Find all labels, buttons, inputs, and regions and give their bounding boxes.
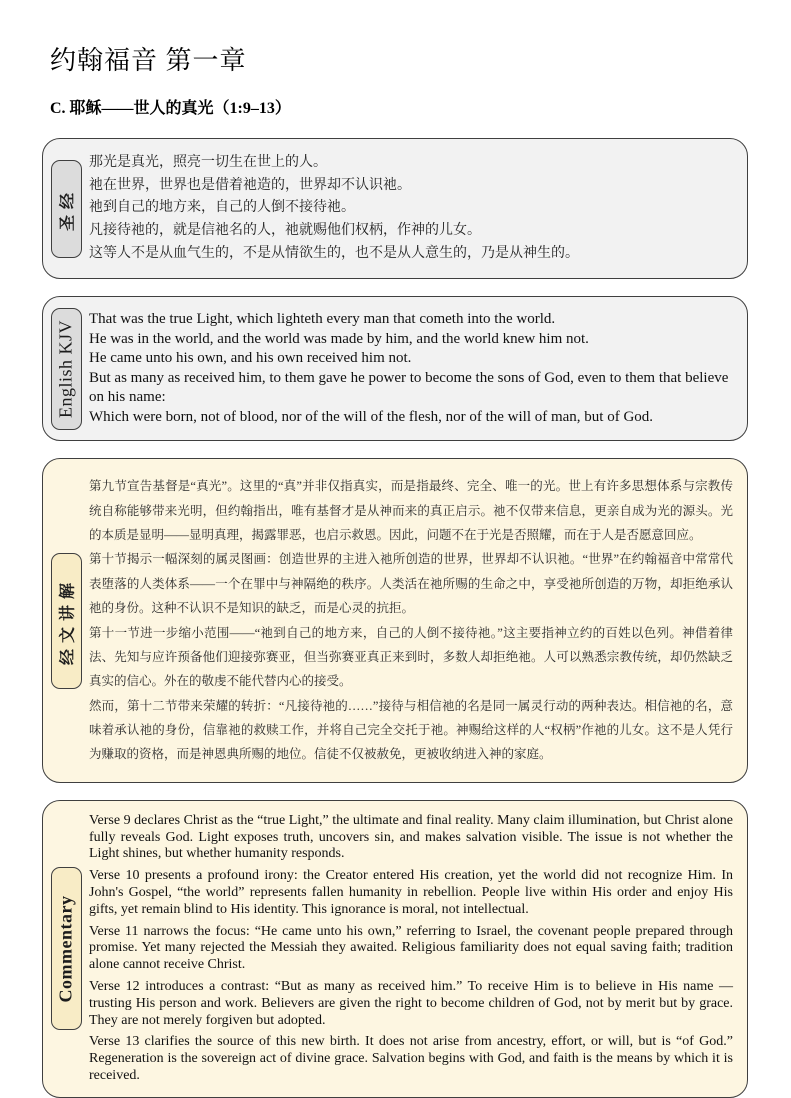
scripture-en-line: That was the true Light, which lighteth every man that cometh into the world. (89, 311, 556, 328)
scripture-en-tab (51, 308, 82, 430)
commentary-en-box (42, 800, 748, 1098)
commentary-cn-box (42, 458, 748, 783)
commentary-cn-content (89, 459, 747, 782)
scripture-cn-line: 这等人不是从血气生的，不是从情欲生的，也不是从人意生的，乃是从神生的。 (89, 245, 579, 261)
scripture-en-line: Which were born, not of blood, nor of the will of the flesh, nor of the will of man, but of God. (89, 408, 654, 425)
commentary-en-tab-label: Commentary (55, 895, 76, 1003)
scripture-cn-line: 那光是真光，照亮一切生在世上的人。 (89, 155, 327, 170)
scripture-cn-box (42, 138, 748, 279)
scripture-cn-tab-column (43, 139, 89, 278)
scripture-en-line: But as many as received him, to them gave he power to become the sons of God, even to them that believe on his name: (89, 369, 729, 406)
commentary-cn-tab-label: 经文讲解 (59, 576, 77, 665)
commentary-en-paragraph: Verse 9 declares Christ as the “true Light,” the ultimate and final reality. Many claim illumination, but Christ alone fully reveals God. Light exposes truth, uncovers sin, and makes salvation visible. The issue is not whether the Light shines, but whether humanity responds. (89, 812, 733, 862)
commentary-cn-tab-column (43, 459, 89, 782)
scripture-cn-line: 祂到自己的地方来，自己的人倒不接待祂。 (89, 200, 355, 216)
commentary-cn-paragraph: 然而，第十二节带来荣耀的转折：“凡接待祂的……”接待与相信祂的名是同一属灵行动的两种表达。相信祂的名，意味着承认祂的身份，信靠祂的救赎工作，并将自己完全交托于祂。神赐给这样的人“权柄”作祂的儿女。这不是人凭行为赚取的资格，而是神恩典所赐的地位。信徒不仅被赦免，更被收纳进入神的家庭。 (89, 698, 733, 762)
scripture-en-line: He was in the world, and the world was made by him, and the world knew him not. (89, 330, 589, 347)
commentary-cn-paragraph: 第十一节进一步缩小范围——“祂到自己的地方来，自己的人倒不接待祂。”这主要指神立约的百姓以色列。神借着律法、先知与应许预备他们迎接弥赛亚，但当弥赛亚真正来到时，多数人却拒绝祂。人可以熟悉宗教传统，却仍然缺乏真实的信心。外在的敬虔不能代替内心的接受。 (89, 625, 733, 689)
scripture-cn-line: 凡接待祂的，就是信祂名的人，祂就赐他们权柄，作神的儿女。 (89, 223, 481, 239)
commentary-cn-paragraph: 第九节宣告基督是“真光”。这里的“真”并非仅指真实，而是指最终、完全、唯一的光。世上有许多思想体系与宗教传统自称能够带来光明，但约翰指出，唯有基督才是从神而来的真正启示。祂不仅带来信息，更亲自成为光的源头。光的本质是显明——显明真理，揭露罪恶，也启示救恩。因此，问题不在于光是否照耀，而在于人是否愿意回应。 (89, 479, 733, 543)
commentary-en-paragraph: Verse 12 introduces a contrast: “But as many as received him.” To receive Him is to believe in His name — trusting His person and work. Believers are given the right to become children of God, not by merit but by grace. They are not merely forgiven but adopted. (89, 979, 733, 1028)
commentary-en-paragraph: Verse 13 clarifies the source of this new birth. It does not arise from ancestry, effort, or will, but is “of God.” Regeneration is the sovereign act of divine grace. Salvation begins with God, and faith is the means by which it is received. (89, 1034, 733, 1084)
scripture-cn-tab (51, 160, 82, 258)
commentary-en-paragraph: Verse 11 narrows the focus: “He came unto his own,” referring to Israel, the covenant people prepared through promise. Yet many rejected the Messiah they awaited. Religious familiarity does not equal saving faith; tradition alone cannot receive Christ. (89, 923, 733, 973)
commentary-cn-tab (51, 553, 82, 689)
commentary-en-content (89, 801, 747, 1097)
commentary-en-tab (51, 867, 82, 1030)
commentary-cn-paragraph: 第十节揭示一幅深刻的属灵图画：创造世界的主进入祂所创造的世界，世界却不认识祂。“世界”在约翰福音中常常代表堕落的人类体系——一个在罪中与神隔绝的秩序。人类活在祂所赐的生命之中，享受祂所创造的万物，却拒绝承认祂的身份。这种不认识不是知识的缺乏，而是心灵的抗拒。 (89, 552, 733, 616)
commentary-en-tab-column (43, 801, 89, 1097)
scripture-en-box (42, 296, 748, 441)
commentary-en-paragraph: Verse 10 presents a profound irony: the Creator entered His creation, yet the world did not recognize Him. In John's Gospel, “the world” represents fallen humanity in rebellion. People live within His order and enjoy His gifts, yet remain blind to His identity. This ignorance is moral, not intellectual. (89, 868, 733, 917)
scripture-en-content (89, 297, 747, 440)
scripture-cn-line: 祂在世界，世界也是借着祂造的，世界却不认识祂。 (89, 177, 411, 193)
scripture-en-tab-column (43, 297, 89, 440)
page-title: 约翰福音 第一章 (50, 46, 247, 75)
scripture-en-tab-label: English KJV (55, 319, 76, 418)
scripture-cn-content (89, 139, 747, 278)
scripture-en-line: He came unto his own, and his own received him not. (89, 350, 412, 367)
section-heading: C. 耶稣——世人的真光（1:9–13） (50, 100, 291, 117)
scripture-cn-tab-label: 圣经 (59, 186, 77, 231)
